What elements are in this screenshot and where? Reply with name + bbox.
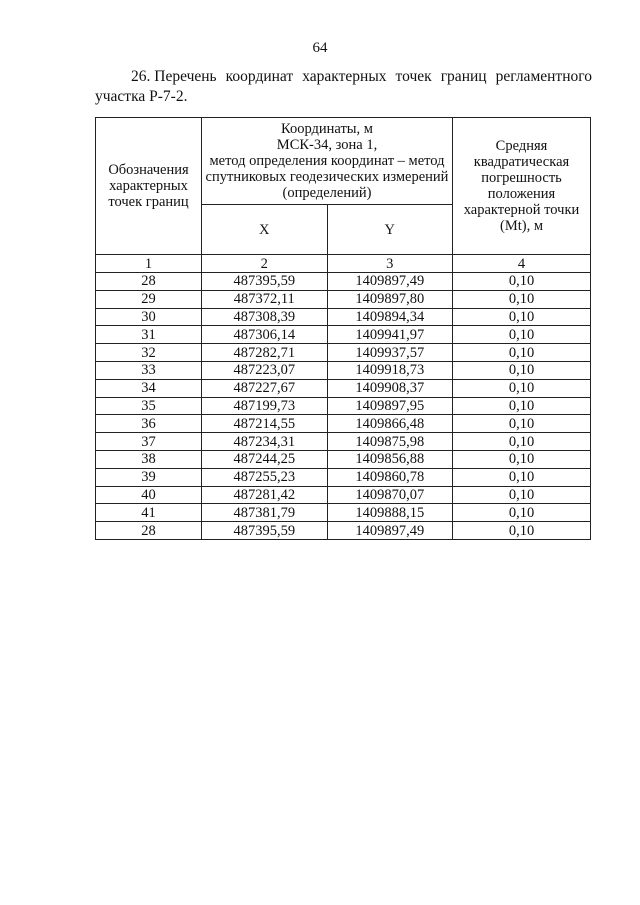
cell-x: 487381,79	[202, 504, 328, 522]
cell-point-number: 39	[96, 468, 202, 486]
header-point-designation: Обозначения характерных точек границ	[96, 118, 202, 255]
cell-mt: 0,10	[453, 273, 591, 291]
table-row	[96, 522, 591, 540]
table-row	[96, 468, 591, 486]
cell-point-number: 30	[96, 308, 202, 326]
cell-point-number: 35	[96, 397, 202, 415]
cell-point-number: 40	[96, 486, 202, 504]
cell-mt: 0,10	[453, 415, 591, 433]
table-row	[96, 450, 591, 468]
cell-point-number: 29	[96, 290, 202, 308]
cell-mt: 0,10	[453, 486, 591, 504]
cell-y: 1409870,07	[327, 486, 453, 504]
cell-x: 487282,71	[202, 344, 328, 362]
cell-mt: 0,10	[453, 504, 591, 522]
cell-y: 1409875,98	[327, 433, 453, 451]
table-row	[96, 415, 591, 433]
cell-y: 1409937,57	[327, 344, 453, 362]
cell-mt: 0,10	[453, 379, 591, 397]
column-number: 3	[327, 255, 453, 273]
cell-point-number: 31	[96, 326, 202, 344]
cell-point-number: 41	[96, 504, 202, 522]
column-number: 4	[453, 255, 591, 273]
cell-mt: 0,10	[453, 308, 591, 326]
heading-line-2: участка Р-7-2.	[95, 88, 188, 105]
header-coordinates: Координаты, м МСК-34, зона 1, метод определения координат – метод спутниковых геодезических измерений (определений)	[202, 118, 453, 205]
cell-x: 487281,42	[202, 486, 328, 504]
heading-word: 26. Перечень	[131, 68, 217, 85]
cell-x: 487395,59	[202, 273, 328, 291]
cell-y: 1409866,48	[327, 415, 453, 433]
table-row	[96, 504, 591, 522]
cell-mt: 0,10	[453, 361, 591, 379]
cell-mt: 0,10	[453, 344, 591, 362]
cell-mt: 0,10	[453, 397, 591, 415]
table-row	[96, 486, 591, 504]
cell-y: 1409908,37	[327, 379, 453, 397]
cell-mt: 0,10	[453, 290, 591, 308]
cell-x: 487255,23	[202, 468, 328, 486]
cell-mt: 0,10	[453, 468, 591, 486]
cell-mt: 0,10	[453, 450, 591, 468]
table-row	[96, 273, 591, 291]
table-row	[96, 308, 591, 326]
table-row	[96, 397, 591, 415]
header-mean-square-error: Средняя квадратическая погрешность положения характерной точки (Mt), м	[453, 118, 591, 255]
page-number: 64	[312, 40, 328, 56]
cell-point-number: 36	[96, 415, 202, 433]
cell-mt: 0,10	[453, 433, 591, 451]
cell-y: 1409897,95	[327, 397, 453, 415]
cell-x: 487395,59	[202, 522, 328, 540]
table-row	[96, 290, 591, 308]
cell-y: 1409918,73	[327, 361, 453, 379]
heading-word: координат	[225, 68, 294, 85]
cell-x: 487223,07	[202, 361, 328, 379]
cell-y: 1409897,80	[327, 290, 453, 308]
table-row	[96, 326, 591, 344]
table-row	[96, 433, 591, 451]
coordinates-table	[95, 117, 591, 540]
cell-x: 487199,73	[202, 397, 328, 415]
cell-point-number: 28	[96, 522, 202, 540]
cell-y: 1409856,88	[327, 450, 453, 468]
cell-y: 1409860,78	[327, 468, 453, 486]
cell-y: 1409897,49	[327, 273, 453, 291]
table-row	[96, 379, 591, 397]
column-number-row	[96, 255, 591, 273]
cell-point-number: 38	[96, 450, 202, 468]
cell-point-number: 37	[96, 433, 202, 451]
heading-word: границ	[440, 68, 487, 85]
cell-y: 1409894,34	[327, 308, 453, 326]
cell-point-number: 33	[96, 361, 202, 379]
table-body	[96, 273, 591, 540]
heading-line-1	[95, 67, 592, 87]
cell-x: 487308,39	[202, 308, 328, 326]
column-number: 2	[202, 255, 328, 273]
cell-x: 487227,67	[202, 379, 328, 397]
heading-word: точек	[395, 68, 432, 85]
header-y: Y	[327, 205, 453, 255]
cell-x: 487244,25	[202, 450, 328, 468]
section-heading	[95, 67, 592, 107]
cell-x: 487306,14	[202, 326, 328, 344]
header-x: X	[202, 205, 328, 255]
cell-mt: 0,10	[453, 326, 591, 344]
cell-y: 1409888,15	[327, 504, 453, 522]
table-row	[96, 344, 591, 362]
cell-y: 1409897,49	[327, 522, 453, 540]
cell-x: 487214,55	[202, 415, 328, 433]
cell-mt: 0,10	[453, 522, 591, 540]
cell-point-number: 34	[96, 379, 202, 397]
cell-x: 487234,31	[202, 433, 328, 451]
cell-y: 1409941,97	[327, 326, 453, 344]
heading-word: регламентного	[495, 68, 592, 85]
cell-point-number: 32	[96, 344, 202, 362]
table-row	[96, 361, 591, 379]
cell-point-number: 28	[96, 273, 202, 291]
heading-word: характерных	[302, 68, 387, 85]
column-number: 1	[96, 255, 202, 273]
cell-x: 487372,11	[202, 290, 328, 308]
